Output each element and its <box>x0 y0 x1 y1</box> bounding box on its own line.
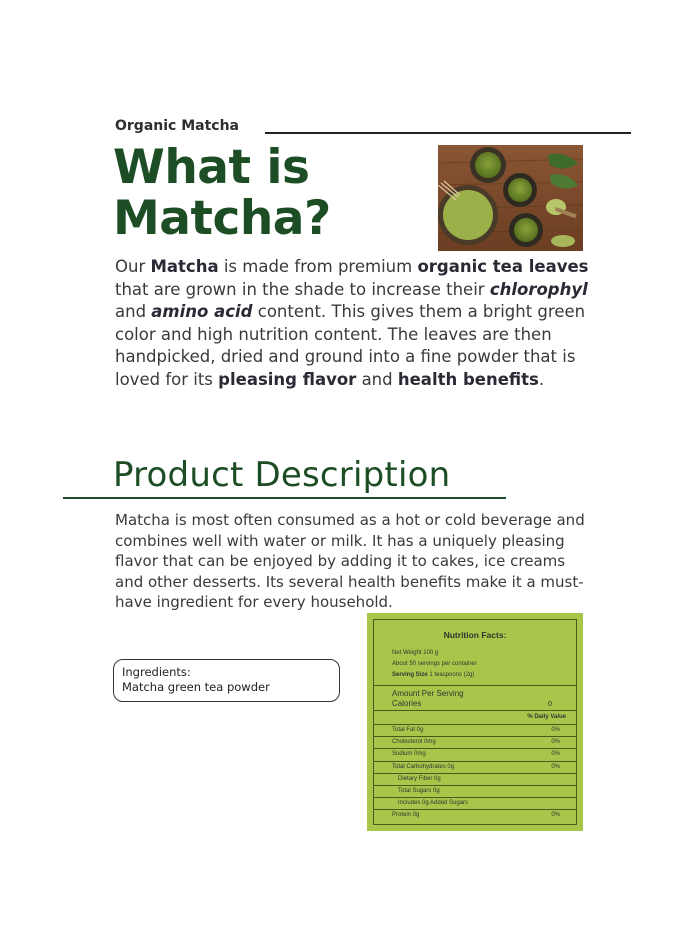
calories-value: 0 <box>547 699 552 708</box>
title-line-1: What is <box>113 140 310 195</box>
servings-per-container: About 50 servings per container <box>392 661 477 667</box>
nutrient-label: Total Carbohydrates 0g <box>392 763 455 770</box>
intro-text-5: content. This gives them a bright green color and high nutrition content. The leaves are then handpicked, dried and ground into a fine powder that is loved for its <box>115 302 586 389</box>
nutrition-facts-table <box>373 619 577 825</box>
nutrient-pct: 0% <box>551 727 560 733</box>
nutrient-row <box>374 725 576 737</box>
nutrition-facts-panel <box>367 613 583 831</box>
matcha-photo-illustration <box>438 145 583 251</box>
nutrient-row <box>374 810 576 821</box>
intro-text-6: and <box>356 369 398 389</box>
serving-size-label: Serving Size <box>392 672 428 678</box>
ingredients-box <box>113 659 340 702</box>
product-description-text: Matcha is most often consumed as a hot or cold beverage and combines well with water or milk. It has a uniquely pleasing flavor that can be enjoyed by adding it to cakes, ice creams and other desserts. Its several health benefits make it a must-have ingredient for every household. <box>115 511 585 611</box>
nutrient-label: Includes 0g Added Sugars <box>398 800 469 807</box>
nutrient-row <box>374 774 576 786</box>
intro-bold-health: health benefits <box>397 369 539 389</box>
section-divider <box>63 497 506 499</box>
matcha-photo <box>438 145 583 251</box>
daily-value-header: % Daily Value <box>374 710 576 725</box>
title-line-2: Matcha? <box>113 191 331 246</box>
nutrient-row <box>374 762 576 774</box>
intro-text-4: and <box>115 302 152 322</box>
nutrient-label: Dietary Fiber 0g <box>398 775 441 782</box>
eyebrow-divider <box>265 132 631 134</box>
nutrient-row <box>374 798 576 810</box>
nutrient-pct: 0% <box>551 751 560 758</box>
nutrient-pct: 0% <box>551 763 560 770</box>
intro-bold-matcha: Matcha <box>150 257 219 276</box>
nutrient-row <box>374 786 576 798</box>
intro-bold-flavor: pleasing flavor <box>218 369 357 389</box>
amount-per-serving: Amount Per Serving <box>392 689 464 698</box>
intro-bold-chlorophyl: chlorophyl <box>489 279 588 299</box>
net-weight: Net Weight 100 g <box>392 650 439 656</box>
nutrient-label: Cholesterol 0mg <box>392 739 436 746</box>
intro-text-1: Our <box>115 257 151 276</box>
intro-bold-amino: amino acid <box>151 302 253 322</box>
ingredients-label: Ingredients: <box>122 665 191 679</box>
nutrient-pct: 0% <box>551 812 560 819</box>
nutrient-label: Protein 0g <box>392 812 420 819</box>
intro-bold-organic: organic tea leaves <box>417 257 589 276</box>
nutrient-pct: 0% <box>551 739 560 746</box>
eyebrow-label: Organic Matcha <box>115 118 239 134</box>
serving-size <box>374 670 576 681</box>
intro-text-2: is made from premium <box>218 257 418 276</box>
nutrient-label: Sodium 0mg <box>392 751 426 758</box>
ingredients-value: Matcha green tea powder <box>122 680 270 694</box>
amount-per-serving-block <box>374 685 576 710</box>
page-title <box>113 142 331 244</box>
nutrient-row <box>374 737 576 749</box>
nutrient-label: Total Sugars 0g <box>398 787 440 794</box>
nutrient-row <box>374 749 576 761</box>
nutrition-title: Nutrition Facts: <box>443 630 507 640</box>
intro-text-3: that are grown in the shade to increase their <box>115 279 490 299</box>
nutrient-label: Total Fat 0g <box>392 727 424 733</box>
serving-size-value: 1 teaspoons (2g) <box>427 672 475 678</box>
product-description-heading: Product Description <box>113 455 451 495</box>
calories-label: Calories <box>392 698 422 708</box>
intro-paragraph <box>115 256 595 392</box>
intro-text-7: . <box>538 369 545 389</box>
